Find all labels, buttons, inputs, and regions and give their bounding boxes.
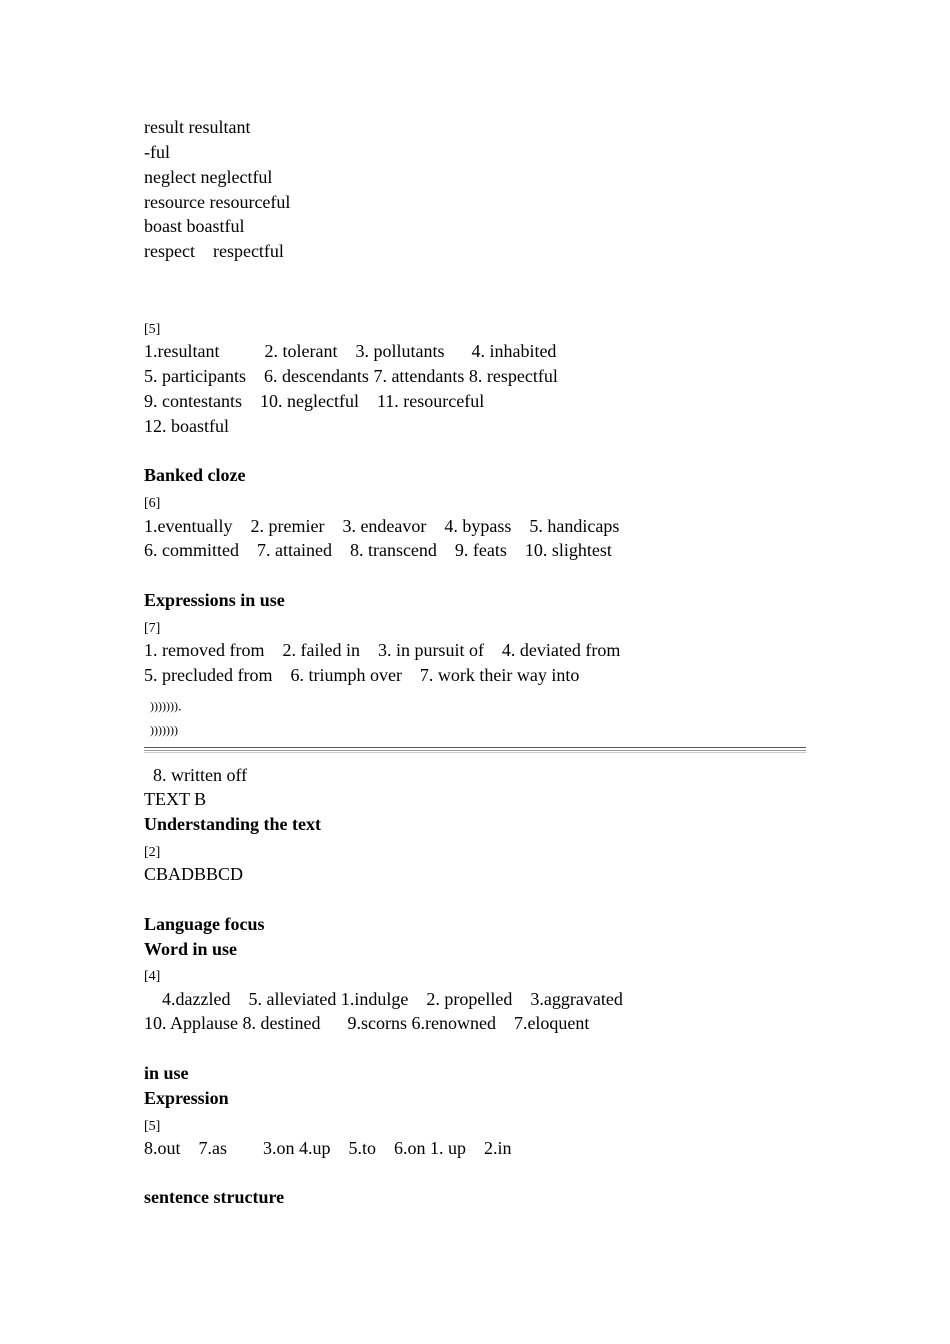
- text-line: boast boastful: [144, 216, 245, 236]
- section-tag: [5]: [144, 1119, 161, 1134]
- section-heading: Expressions in use: [144, 590, 285, 610]
- text-line: TEXT B: [144, 789, 207, 809]
- section-heading: in use: [144, 1063, 189, 1083]
- text-line: resource resourceful: [144, 192, 291, 212]
- text-line: result resultant: [144, 117, 251, 137]
- text-line: -ful: [144, 142, 170, 162]
- section-heading: Expression: [144, 1088, 229, 1108]
- page-divider-shadow: [144, 752, 806, 753]
- text-line: ))))))): [150, 723, 178, 737]
- text-line: 6. committed 7. attained 8. transcend 9. feats 10. slightest: [144, 540, 612, 560]
- text-line: 4.dazzled 5. alleviated 1.indulge 2. propelled 3.aggravated: [144, 989, 623, 1009]
- text-line: 5. precluded from 6. triumph over 7. work their way into: [144, 665, 580, 685]
- page-divider: [144, 747, 806, 751]
- text-line: 8. written off: [144, 765, 248, 785]
- section-heading: Banked cloze: [144, 465, 246, 485]
- text-line: 1.resultant 2. tolerant 3. pollutants 4. inhabited: [144, 341, 557, 361]
- text-line: 8.out 7.as 3.on 4.up 5.to 6.on 1. up 2.in: [144, 1138, 512, 1158]
- section-heading: Understanding the text: [144, 814, 322, 834]
- text-line: neglect neglectful: [144, 167, 273, 187]
- text-line: 5. participants 6. descendants 7. attendants 8. respectful: [144, 366, 558, 386]
- text-line: CBADBBCD: [144, 864, 244, 884]
- section-tag: [5]: [144, 322, 161, 337]
- text-line: 1. removed from 2. failed in 3. in pursuit of 4. deviated from: [144, 640, 621, 660]
- text-line: 9. contestants 10. neglectful 11. resourceful: [144, 391, 485, 411]
- text-line: 1.eventually 2. premier 3. endeavor 4. bypass 5. handicaps: [144, 516, 620, 536]
- section-heading: sentence structure: [144, 1187, 285, 1207]
- section-heading: Word in use: [144, 939, 238, 959]
- section-heading: Language focus: [144, 914, 265, 934]
- text-line: 12. boastful: [144, 416, 229, 436]
- text-line: )))))))．: [150, 699, 190, 713]
- text-line: respect respectful: [144, 241, 284, 261]
- text-line: 10. Applause 8. destined 9.scorns 6.renowned 7.eloquent: [144, 1013, 590, 1033]
- section-tag: [2]: [144, 845, 161, 860]
- section-tag: [4]: [144, 969, 161, 984]
- section-tag: [7]: [144, 621, 161, 636]
- section-tag: [6]: [144, 496, 161, 511]
